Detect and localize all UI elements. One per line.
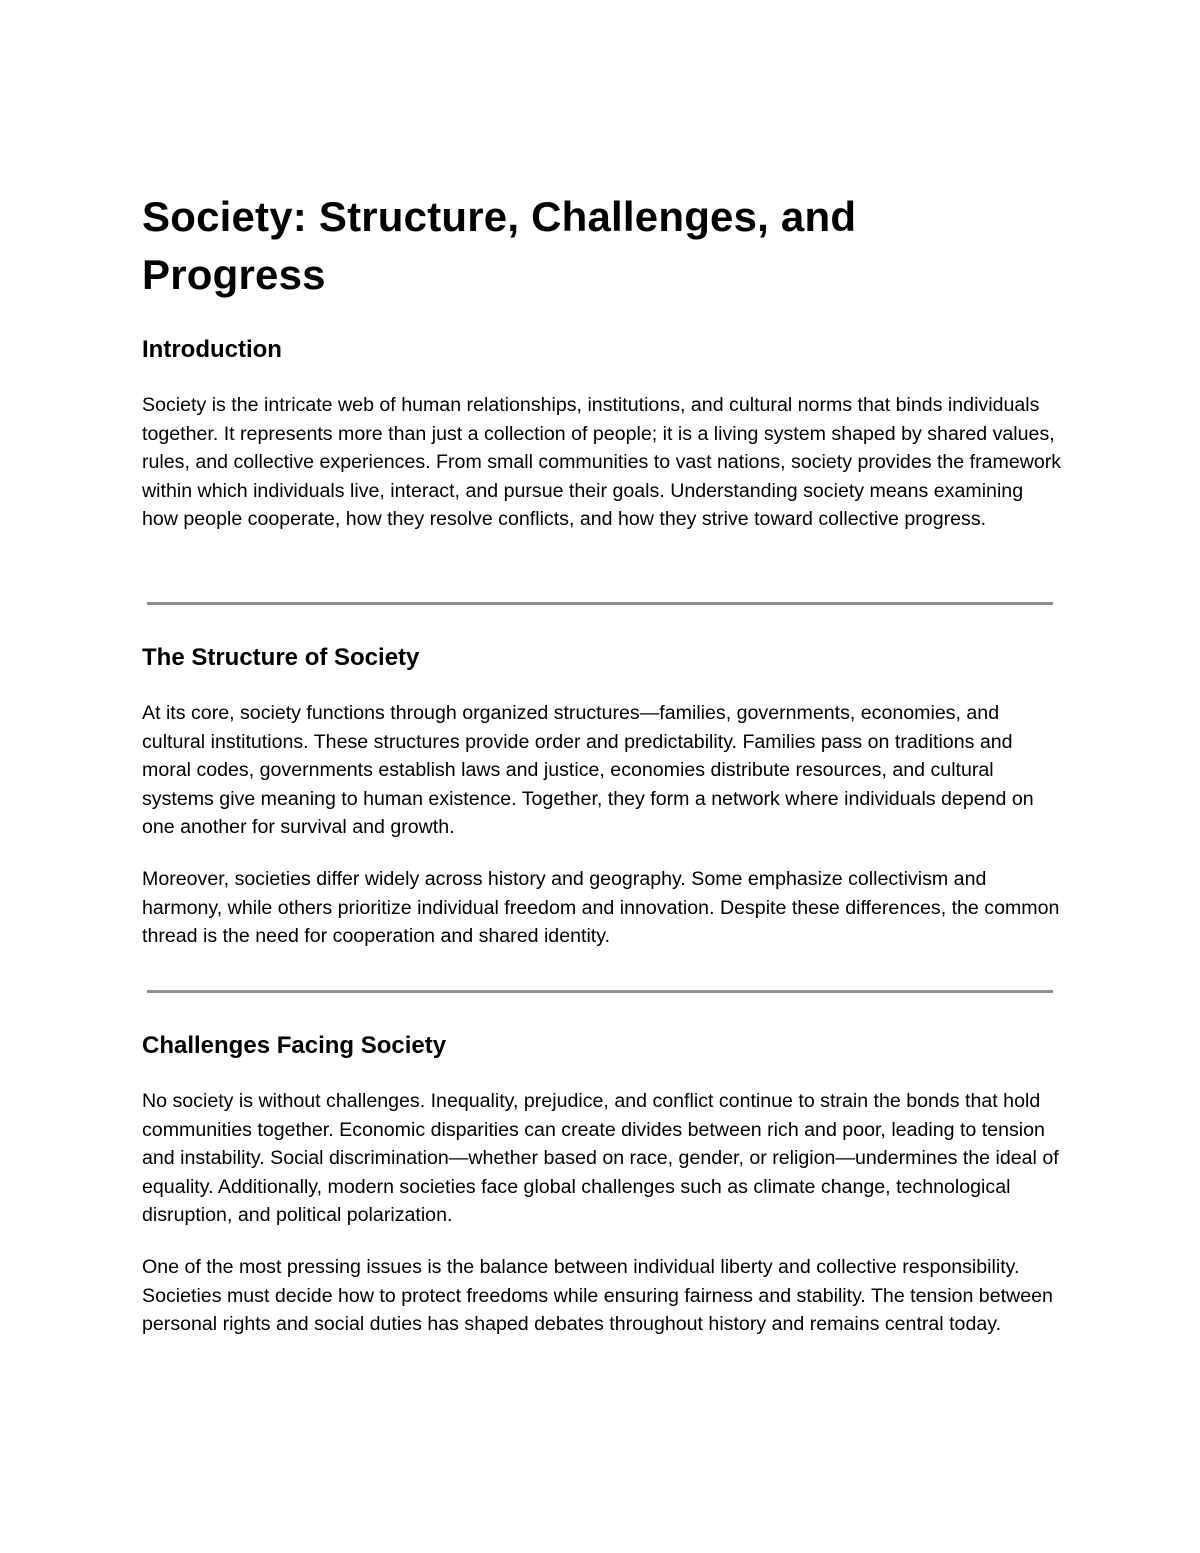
challenges-paragraph-1: No society is without challenges. Inequality, prejudice, and conflict continue to strain the bonds that hold communities together. Economic disparities can create divides between rich and poor, leading to tension and instability. Social discrimination—whether based on race, gender, or religion—undermines the ideal of equality. Additionally, modern societies face global challenges such as climate change, technological disruption, and political polarization. [142, 1090, 1059, 1227]
document-title: Society: Structure, Challenges, and Progress [142, 193, 857, 298]
challenges-paragraph-2: One of the most pressing issues is the balance between individual liberty and collective responsibility. Societies must decide how to protect freedoms while ensuring fairness and stability. The tension between personal rights and social duties has shaped debates throughout history and remains central today. [142, 1256, 1053, 1336]
section-divider [147, 990, 1053, 993]
section-heading-structure: The Structure of Society [142, 644, 420, 671]
introduction-paragraph: Society is the intricate web of human relationships, institutions, and cultural norms that binds individuals together. It represents more than just a collection of people; it is a living system shaped by shared values, rules, and collective experiences. From small communities to vast nations, society provides the framework within which individuals live, interact, and pursue their goals. Understanding society means examining how people cooperate, how they resolve conflicts, and how they strive toward collective progress. [142, 394, 1062, 531]
structure-paragraph-1: At its core, society functions through organized structures—families, governments, economies, and cultural institutions. These structures provide order and predictability. Families pass on traditions and moral codes, governments establish laws and justice, economies distribute resources, and cultural systems give meaning to human existence. Together, they form a network where individuals depend on one another for survival and growth. [142, 702, 1034, 839]
section-heading-challenges: Challenges Facing Society [142, 1032, 447, 1059]
section-divider [147, 602, 1053, 605]
structure-paragraph-2: Moreover, societies differ widely across history and geography. Some emphasize collectivism and harmony, while others prioritize individual freedom and innovation. Despite these differences, the common thread is the need for cooperation and shared identity. [142, 868, 1060, 948]
section-heading-introduction: Introduction [142, 336, 282, 363]
